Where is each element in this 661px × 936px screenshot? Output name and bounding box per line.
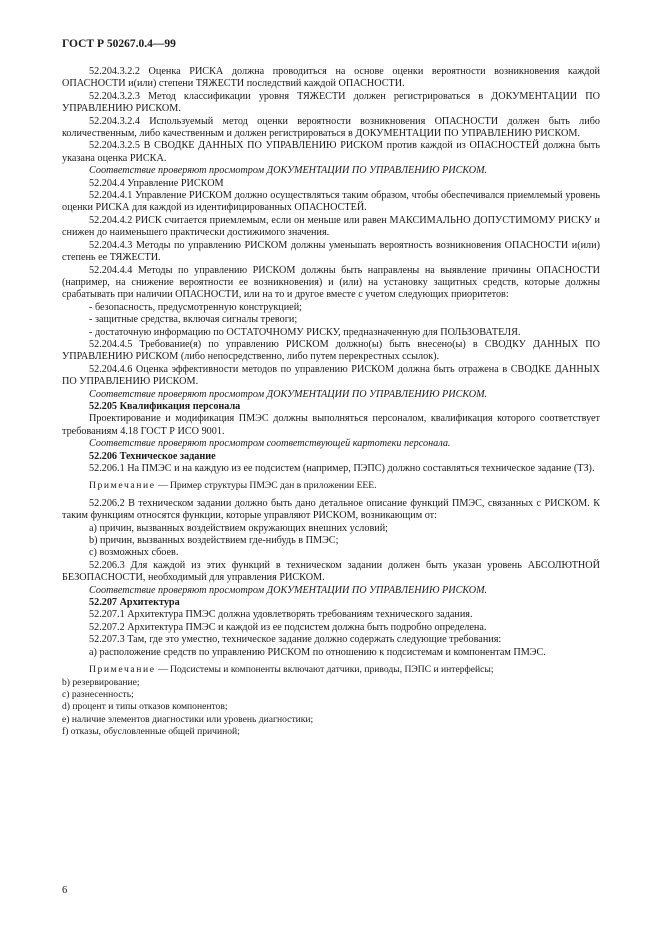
list-item: - безопасность, предусмотренную конструкцией; bbox=[89, 301, 302, 313]
list-item: c) разнесенность; bbox=[62, 688, 134, 700]
document-body bbox=[62, 66, 600, 739]
paragraph: 52.204.4.1 Управление РИСКОМ должно осуществляться таким образом, чтобы обеспечивался приемлемый уровень оценки РИСКА для каждой из идентифицированных ОПАСНОСТЕЙ. bbox=[62, 190, 600, 214]
compliance-note: Соответствие проверяют просмотром ДОКУМЕНТАЦИИ ПО УПРАВЛЕНИЮ РИСКОМ. bbox=[89, 388, 488, 400]
note-label: Примечание bbox=[89, 480, 156, 492]
page-number: 6 bbox=[62, 885, 68, 896]
document-header: ГОСТ Р 50267.0.4—99 bbox=[62, 38, 176, 50]
paragraph: 52.204.4.6 Оценка эффективности методов по управлению РИСКОМ должна быть отражена в СВОДКЕ ДАННЫХ ПО УПРАВЛЕНИЮ РИСКОМ. bbox=[62, 363, 600, 388]
paragraph: 52.204.3.2.3 Метод классификации уровня ТЯЖЕСТИ должен регистрироваться в ДОКУМЕНТАЦИИ ПО УПРАВЛЕНИЮ РИСКОМ. bbox=[62, 90, 600, 115]
list-item: e) наличие элементов диагностики или уровень диагностики; bbox=[62, 713, 314, 725]
paragraph: 52.207.1 Архитектура ПМЭС должна удовлетворять требованиям технического задания. bbox=[89, 609, 473, 621]
note-text: — Подсистемы и компоненты включают датчики, приводы, ПЭПС и интерфейсы; bbox=[155, 664, 494, 676]
compliance-note: Соответствие проверяют просмотром ДОКУМЕНТАЦИИ ПО УПРАВЛЕНИЮ РИСКОМ. bbox=[89, 165, 488, 177]
section-heading: 52.204.4 Управление РИСКОМ bbox=[89, 177, 224, 189]
list-item: f) отказы, обусловленные общей причиной; bbox=[62, 726, 240, 738]
paragraph: 52.206.2 В техническом задании должно быть дано детальное описание функций ПМЭС, связанных с РИСКОМ. К таким функциям относятся функции, которые управляют РИСКОМ, возникающим от: bbox=[62, 497, 600, 522]
paragraph: Проектирование и модификация ПМЭС должны выполняться персоналом, квалификация которого соответствует требованиям 4.18 ГОСТ Р ИСО 9001. bbox=[62, 413, 600, 437]
paragraph: 52.204.3.2.2 Оценка РИСКА должна проводиться на основе оценки вероятности возникновения каждой ОПАСНОСТИ и(или) степени ТЯЖЕСТИ последствий каждой ОПАСНОСТИ. bbox=[62, 66, 600, 90]
list-item: b) причин, вызванных воздействием где-нибудь в ПМЭС; bbox=[89, 535, 339, 547]
list-item: a) расположение средств по управлению РИСКОМ по отношению к подсистемам и компонентам ПМЭС. bbox=[89, 646, 546, 658]
note-text: — Пример структуры ПМЭС дан в приложении ЕЕЕ. bbox=[155, 480, 377, 492]
paragraph: 52.207.2 Архитектура ПМЭС и каждой из ее подсистем должна быть подробно определена. bbox=[89, 621, 487, 633]
list-item: - достаточную информацию по ОСТАТОЧНОМУ РИСКУ, предназначенную для ПОЛЬЗОВАТЕЛЯ. bbox=[89, 326, 521, 338]
paragraph: 52.204.4.5 Требование(я) по управлению РИСКОМ должно(ы) быть внесено(ы) в СВОДКУ ДАННЫХ ПО УПРАВЛЕНИЮ РИСКОМ (либо непосредственно, либо путем перекрестных ссылок). bbox=[62, 338, 600, 363]
list-item: c) возможных сбоев. bbox=[89, 547, 179, 559]
paragraph: 52.204.3.2.5 В СВОДКЕ ДАННЫХ ПО УПРАВЛЕНИЮ РИСКОМ против каждой из ОПАСНОСТЕЙ должна быть указана оценка РИСКА. bbox=[62, 140, 600, 164]
compliance-note: Соответствие проверяют просмотром ДОКУМЕНТАЦИИ ПО УПРАВЛЕНИЮ РИСКОМ. bbox=[89, 584, 488, 596]
list-item: - защитные средства, включая сигналы тревоги; bbox=[89, 314, 298, 326]
note-label: Примечание bbox=[89, 664, 156, 676]
section-heading: 52.205 Квалификация персонала bbox=[89, 400, 241, 412]
paragraph: 52.204.3.2.4 Используемый метод оценки вероятности возникновения ОПАСНОСТИ должен быть либо количественным, либо качественным и должен регистрироваться в ДОКУМЕНТАЦИИ ПО УПРАВЛЕНИЮ РИСКОМ. bbox=[62, 115, 600, 140]
paragraph: 52.204.4.4 Методы по управлению РИСКОМ должны быть направлены на выявление причины ОПАСНОСТИ (например, на снижение вероятности ее возникновения) и (или) на установку защитных средств, которые должны срабатывать при наличии ОПАСНОСТИ, или на то и другое вместе с учетом следующих приоритетов: bbox=[62, 264, 600, 301]
list-item: b) резервирование; bbox=[62, 676, 140, 688]
paragraph: 52.206.1 На ПМЭС и на каждую из ее подсистем (например, ПЭПС) должно составляться техническое задание (ТЗ). bbox=[89, 463, 595, 474]
paragraph: 52.204.4.3 Методы по управлению РИСКОМ должны уменьшать вероятность возникновения ОПАСНОСТИ и(или) степень ее ТЯЖЕСТИ. bbox=[62, 239, 600, 264]
note bbox=[62, 664, 600, 676]
list-item: a) причин, вызванных воздействием окружающих внешних условий; bbox=[89, 522, 389, 534]
paragraph: 52.206.3 Для каждой из этих функций в техническом задании должен быть указан уровень АБСОЛЮТНОЙ БЕЗОПАСНОСТИ, необходимый для управления РИСКОМ. bbox=[62, 559, 600, 584]
paragraph: 52.207.3 Там, где это уместно, техническое задание должно содержать следующие требования: bbox=[89, 634, 502, 646]
section-heading: 52.206 Техническое задание bbox=[89, 450, 216, 462]
note bbox=[62, 480, 600, 492]
section-heading: 52.207 Архитектура bbox=[89, 597, 180, 609]
compliance-note: Соответствие проверяют просмотром соответствующей картотеки персонала. bbox=[89, 438, 451, 450]
list-item: d) процент и типы отказов компонентов; bbox=[62, 701, 228, 713]
paragraph: 52.204.4.2 РИСК считается приемлемым, если он меньше или равен МАКСИМАЛЬНО ДОПУСТИМОМУ РИСКУ и снижен до наименьшего практически достижимого значения. bbox=[62, 214, 600, 239]
